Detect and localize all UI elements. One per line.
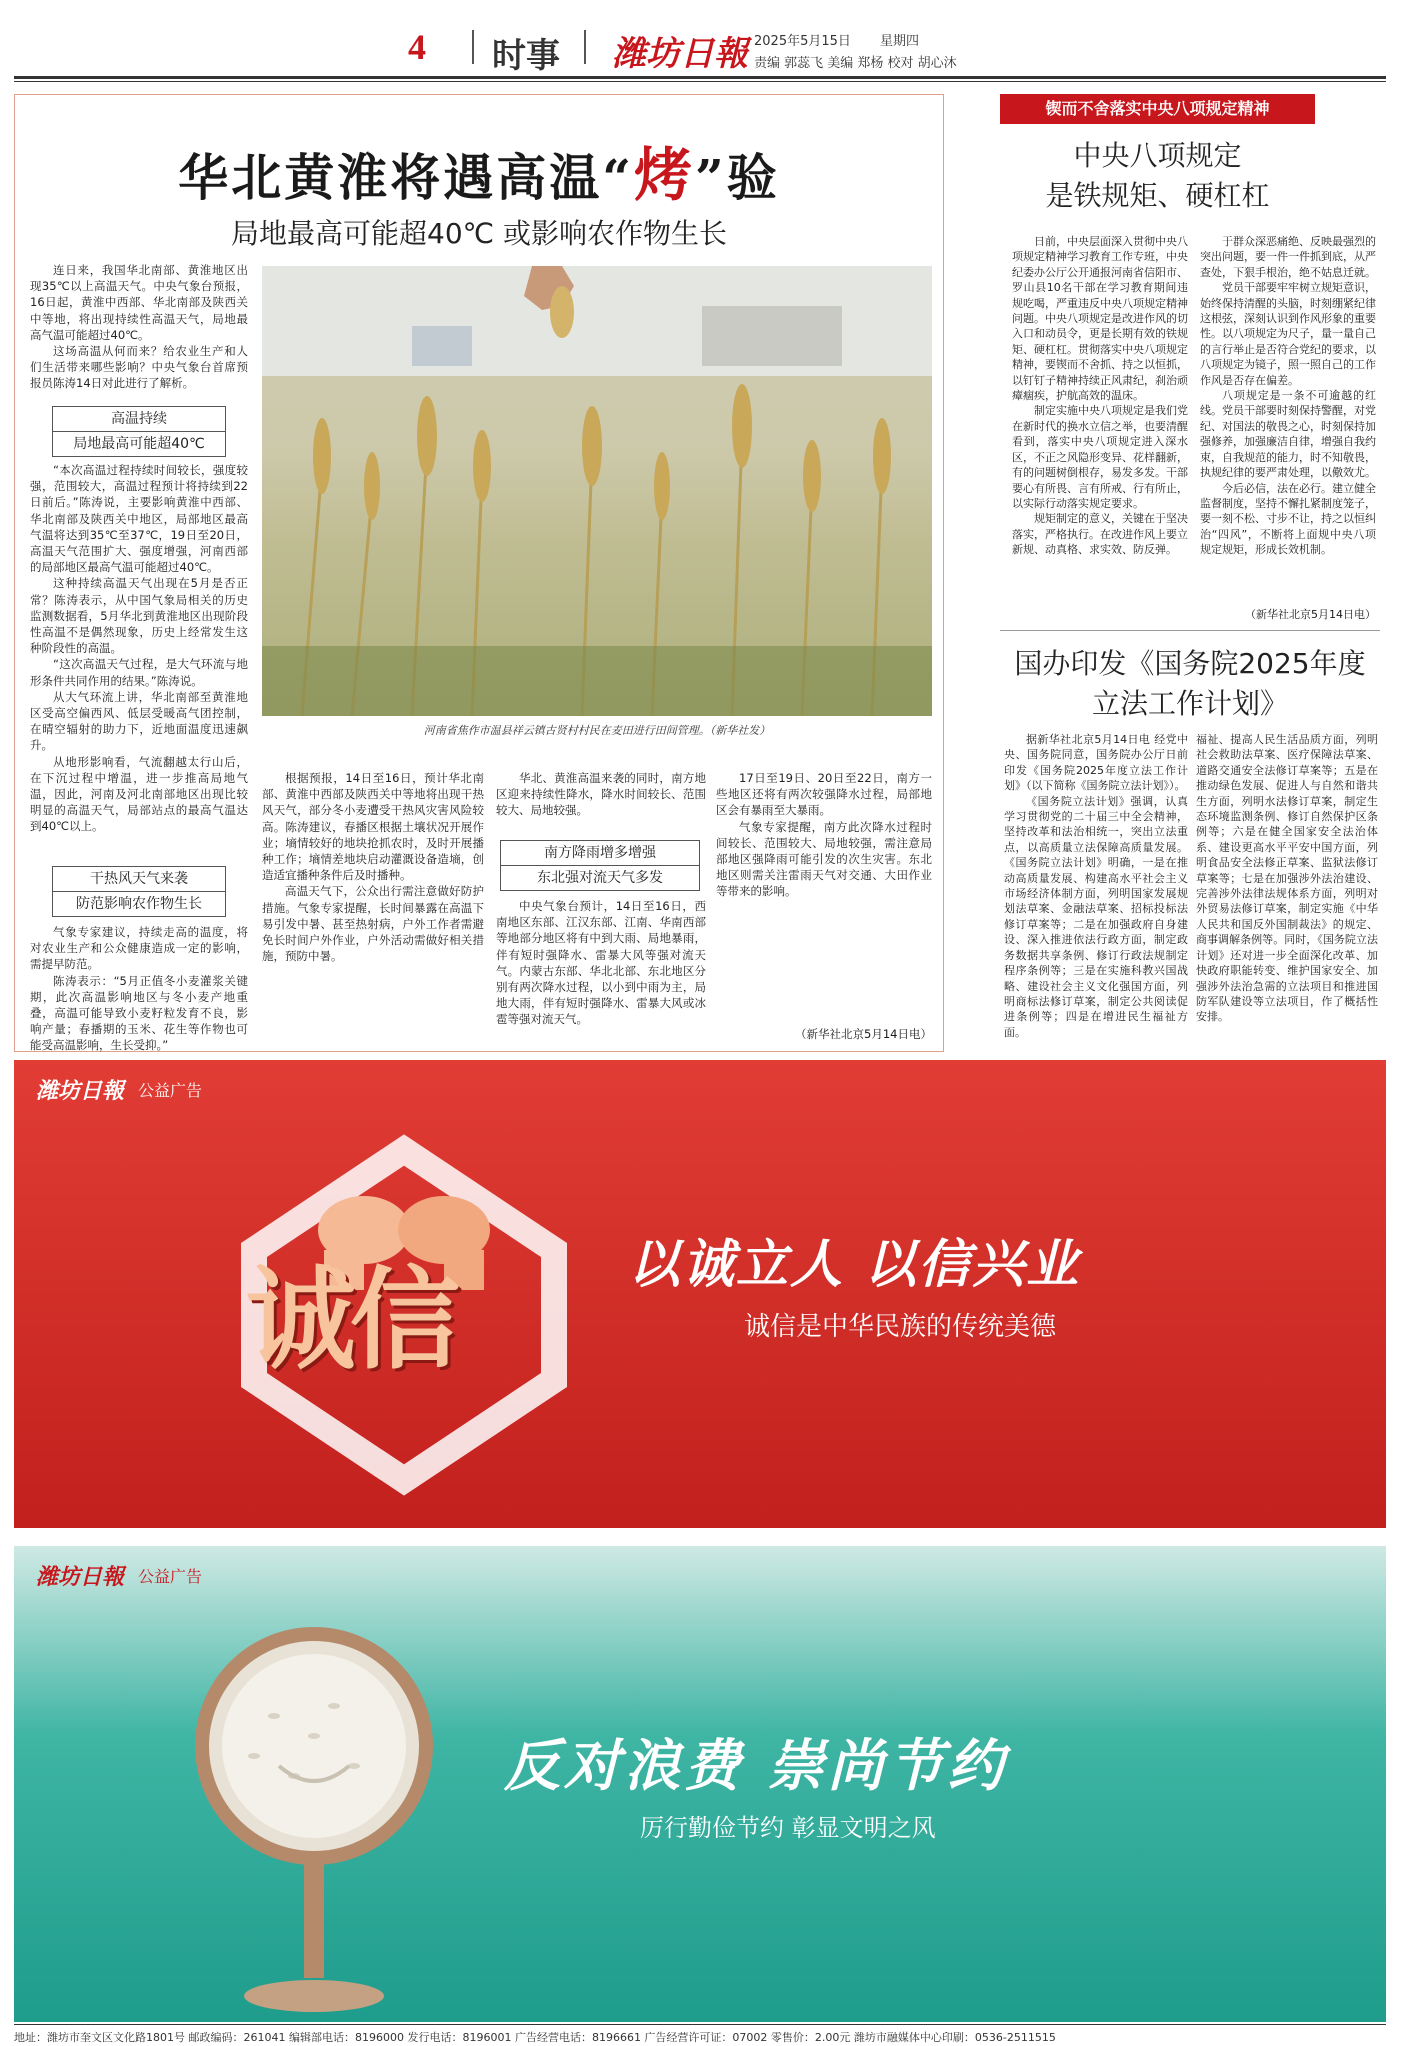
subhead-box xyxy=(52,866,226,917)
paragraph: 于群众深恶痛绝、反映最强烈的突出问题，要一件一件抓到底，从严查处，下狠手根治，绝不姑息迁就。 xyxy=(1200,235,1376,279)
page-header xyxy=(0,0,1401,74)
paragraph: 《国务院立法计划》强调，认真学习贯彻党的二十届三中全会精神，坚持改革和法治相统一，突出立法重点，以高质量立法保障高质量发展。《国务院立法计划》明确，一是在推动高质量发展、构建高水平社会主义市场经济体制方面，列明国家发展规划法草案、金融法草案、招标投标法修订草案等；二是在加强政府自身建设、深入推进依法行政方面，制定政务数据共享条例、修订行政法规制定程序条例等；三是在实施科教兴国战略、建设社会主义文化强国方面，列明商标法修订草案，制定公共阅读促进条例等；四是在增进民生福祉方面。 xyxy=(1004,794,1188,1039)
subhead-box xyxy=(500,840,700,891)
subhead-box xyxy=(52,406,226,457)
issue-weekday: 星期四 xyxy=(880,34,920,49)
main-subheadline: 局地最高可能超40℃ 或影响农作物生长 xyxy=(231,217,727,250)
paragraph: 福祉、提高人民生活品质方面，列明社会救助法草案、医疗保障法草案、道路交通安全法修订草案等；五是在推动绿色发展、促进人与自然和谐共生方面，列明水法修订草案，制定生态环境监测条例、修订自然保护区条例等；六是在健全国家安全法治体系、建设更高水平平安中国方面，列明食品安全法修正草案、监狱法修订草案等；七是在加强涉外法治建设、完善涉外法律法规体系方面，列明对外贸易法修订草案，制定实施《中华人民共和国反外国制裁法》的规定、商事调解条例等。同时，《国务院立法计划》还对进一步全面深化改革、加快政府职能转变、维护国家安全、加强涉外法治急需的立法项目和推进国防军队建设等立法项目，作了概括性安排。 xyxy=(1196,733,1378,1024)
subhead-title: 高温持续 xyxy=(53,407,225,432)
ad-brand: 潍坊日報 xyxy=(36,1079,125,1104)
title-line: 国办印发《国务院2025年度 xyxy=(1014,647,1366,680)
ad-brand: 潍坊日報 xyxy=(36,1565,125,1590)
paragraph: 八项规定是一条不可逾越的红线。党员干部要时刻保持警醒，对党纪、对国法的敬畏之心，时刻保持加强修养，加强廉洁自律，增强自我约束，自我规范的能力，时不知敬畏，执规纪律的要严肃处理，以儆效尤。 xyxy=(1200,389,1376,480)
paragraph: 高温天气下，公众出行需注意做好防护措施。气象专家提醒，长时间暴露在高温下易引发中暑、甚至热射病，户外工作者需避免长时间户外作业，户外活动需做好相关措施，预防中暑。 xyxy=(262,884,484,964)
paragraph: 17日至19日、20日至22日，南方一些地区还将有两次较强降水过程，局部地区会有暴雨至大暴雨。 xyxy=(716,771,932,818)
article-column xyxy=(496,770,706,834)
paragraph: 气象专家建议，持续走高的温度，将对农业生产和公众健康造成一定的影响，需提早防范。 xyxy=(30,925,248,972)
paragraph: 陈涛表示：“5月正值冬小麦灌浆关键期，此次高温影响地区与冬小麦产地重叠，高温可能导致小麦籽粒发育不良，影响产量；春播期的玉米、花生等作物也可能受高温影响，生长受抑。” xyxy=(30,973,248,1053)
subhead-title: 干热风天气来袭 xyxy=(53,867,225,892)
title-line: 立法工作计划》 xyxy=(1091,687,1288,720)
rice-mirror-graphic xyxy=(184,1626,444,2022)
subhead-sub: 东北强对流天气多发 xyxy=(537,870,663,886)
title-line: 是铁规矩、硬杠杠 xyxy=(1045,179,1270,212)
paragraph: “本次高温过程持续时间较长，强度较强，范围较大，高温过程预计将持续到22日前后。”陈涛说，主要影响黄淮中西部、华北南部及陕西关中地区，局部地区最高气温将达到35℃至37℃，19日至20日，高温天气范围扩大、强度增强，河南西部的局部地区最高气温可能超过40℃。 xyxy=(30,463,248,575)
paragraph: 这场高温从何而来？给农业生产和人们生活带来哪些影响？中央气象台首席预报员陈涛14日对此进行了解析。 xyxy=(30,344,248,391)
header-divider xyxy=(584,30,586,64)
headline-part2: ”验 xyxy=(695,148,780,207)
ad-slogan: 以诚立人 以信兴业 xyxy=(628,1235,1081,1295)
header-rule-thin xyxy=(14,81,1386,82)
paragraph: 日前，中央层面深入贯彻中央八项规定精神学习教育工作专班，中央纪委办公厅公开通报河南省信阳市、罗山县10名干部在学习教育期间违规吃喝，严重违反中央八项规定精神问题。中央八项规定是改进作风的切入口和动员令，更是长期有效的铁规矩、硬杠杠。贯彻落实中央八项规定精神，要锲而不舍抓、持之以恒抓，以钉钉子精神持续正风肃纪，刹治顽瘴痼疾，护航高效的温床。 xyxy=(1012,235,1188,403)
masthead-logo: 潍坊日報 xyxy=(612,34,748,74)
paragraph: 据新华社北京5月14日电 经党中央、国务院同意，国务院办公厅日前印发《国务院2025年度立法工作计划》（以下简称《国务院立法计划》）。 xyxy=(1004,733,1188,793)
side-article-column xyxy=(1004,732,1188,1050)
subhead-sub: 局地最高可能超40℃ xyxy=(73,436,205,452)
side-article-column xyxy=(1012,234,1188,624)
ad-slogan: 反对浪费 崇尚节约 xyxy=(504,1734,1008,1799)
header-divider xyxy=(472,30,474,64)
headline-highlight: 烤 xyxy=(633,141,695,209)
ad-tag: 公益广告 xyxy=(138,1081,203,1100)
subhead-sub: 防范影响农作物生长 xyxy=(76,896,202,912)
photo-caption: 河南省焦作市温县祥云镇古贤村村民在麦田进行田间管理。（新华社发） xyxy=(423,724,771,737)
title-line: 中央八项规定 xyxy=(1073,139,1242,172)
article-column xyxy=(716,770,932,1024)
wheat-field-photo xyxy=(262,266,932,716)
column-banner: 锲而不舍落实中央八项规定精神 xyxy=(1000,94,1315,124)
ad-subslogan: 诚信是中华民族的传统美德 xyxy=(744,1312,1057,1342)
article-column xyxy=(30,462,248,866)
side-article-byline: （新华社北京5月14日电） xyxy=(1245,608,1376,621)
public-ad-integrity xyxy=(14,1060,1386,1528)
ad-tag: 公益广告 xyxy=(138,1567,203,1586)
subhead-title: 南方降雨增多增强 xyxy=(501,841,699,866)
editor-credits: 责编 郭蕊飞 美编 郑杨 校对 胡心沐 xyxy=(754,56,957,71)
ad-subslogan: 厉行勤俭节约 彰显文明之风 xyxy=(640,1814,936,1842)
issue-date: 2025年5月15日 xyxy=(754,34,851,49)
paragraph: 连日来，我国华北南部、黄淮地区出现35℃以上高温天气。中央气象台预报，16日起，黄淮中西部、华北南部及陕西关中等地，将出现持续性高温天气，局地最高气温可能超过40℃。 xyxy=(30,263,248,342)
side-article-column xyxy=(1200,234,1376,606)
wheat-field-image xyxy=(262,266,932,716)
paragraph: 制定实施中央八项规定是我们党在新时代的换水立信之举，也要清醒看到，落实中央八项规定进入深水区，不正之风隐形变异、花样翻新，有的问题树倒根存，易发多发。干部要心有所畏、言有所戒、行有所止，以实际行动落实规定要求。 xyxy=(1012,404,1188,510)
side-article-title xyxy=(1000,136,1315,216)
article-column xyxy=(262,770,484,1044)
paragraph: 华北、黄淮高温来袭的同时，南方地区迎来持续性降水，降水时间较长、范围较大、局地较强。 xyxy=(496,771,706,818)
paragraph: 这种持续高温天气出现在5月是否正常？陈涛表示，从中国气象局相关的历史监测数据看，5月华北到黄淮地区出现阶段性高温不是偶然现象，历史上经常发生这种阶段性的高温。 xyxy=(30,576,248,656)
article-column xyxy=(30,924,248,1053)
main-headline xyxy=(14,128,944,212)
paragraph: 从地形影响看，气流翻越太行山后，在下沉过程中增温，进一步推高局地气温，因此，河南及河北南部地区出现比较明显的高温天气，局部站点的最高气温达到40℃以上。 xyxy=(30,754,248,834)
headline-part1: 华北黄淮将遇高温“ xyxy=(178,148,634,207)
side-divider xyxy=(1000,630,1380,631)
section-name: 时事 xyxy=(492,36,560,76)
side-article-column xyxy=(1196,732,1378,1050)
page-number: 4 xyxy=(408,27,426,67)
paragraph: 根据预报，14日至16日，预计华北南部、黄淮中西部及陕西关中等地将出现干热风天气，部分冬小麦遭受干热风灾害风险较高。陈涛建议，春播区根据土壤状况开展作业；墒情较好的地块抢抓农时，及时开展播种工作；墒情差地块启动灌溉设备造墒，创造适宜播种条件后及时播种。 xyxy=(262,771,484,883)
paragraph: 党员干部要牢牢树立规矩意识，始终保持清醒的头脑，时刻绷紧纪律这根弦，深刻认识到作风形象的重要性。以八项规定为尺子，量一量自己的言行举止是否符合党纪的要求，以八项规定为镜子，照一照自己的工作作风是否存在偏差。 xyxy=(1200,281,1376,387)
paragraph: 从大气环流上讲，华北南部至黄淮地区受高空偏西风、低层受暖高气团控制，在晴空辐射的助力下，近地面温度迅速飙升。 xyxy=(30,689,248,753)
paragraph: 气象专家提醒，南方此次降水过程时间较长、范围较大、局地较强，需注意局部地区强降雨可能引发的次生灾害。东北地区则需关注雷雨天气对交通、大田作业等带来的影响。 xyxy=(716,819,932,899)
page-footer: 地址：潍坊市奎文区文化路1801号 邮政编码：261041 编辑部电话：8196000 发行电话：8196001 广告经营电话：8196661 广告经营许可证：07002 零售价：2.00元 潍坊市融媒体中心印刷：0536-2511515 xyxy=(14,2024,1386,2045)
header-rule xyxy=(14,76,1386,79)
article-column xyxy=(496,898,706,1044)
paragraph: 规矩制定的意义，关键在于坚决落实，严格执行。在改进作风上要立新规、动真格、求实效、防反弹。 xyxy=(1012,512,1188,557)
side-article-title xyxy=(1000,644,1380,724)
paragraph: 中央气象台预计，14日至16日，西南地区东部、江汉东部、江南、华南西部等地部分地区将有中到大雨、局地暴雨，伴有短时强降水、雷暴大风等强对流天气。内蒙古东部、华北北部、东北地区分别有两次降水过程，以小到中雨为主，局地大雨，伴有短时强降水、雷暴大风或冰雹等强对流天气。 xyxy=(496,899,706,1027)
paragraph: 今后必信，法在必行。建立健全监督制度，坚持不懈扎紧制度笼子，要一刻不松、寸步不让，持之以恒纠治“四风”，不断将上面规中央八项规定规矩，形成长效机制。 xyxy=(1200,481,1376,557)
ad-emblem-text: 诚信 xyxy=(246,1255,454,1384)
article-byline: （新华社北京5月14日电） xyxy=(795,1027,932,1041)
article-column xyxy=(30,262,248,410)
public-ad-thrift xyxy=(14,1546,1386,2022)
paragraph: “这次高温天气过程，是大气环流与地形条件共同作用的结果。”陈涛说。 xyxy=(30,657,248,688)
